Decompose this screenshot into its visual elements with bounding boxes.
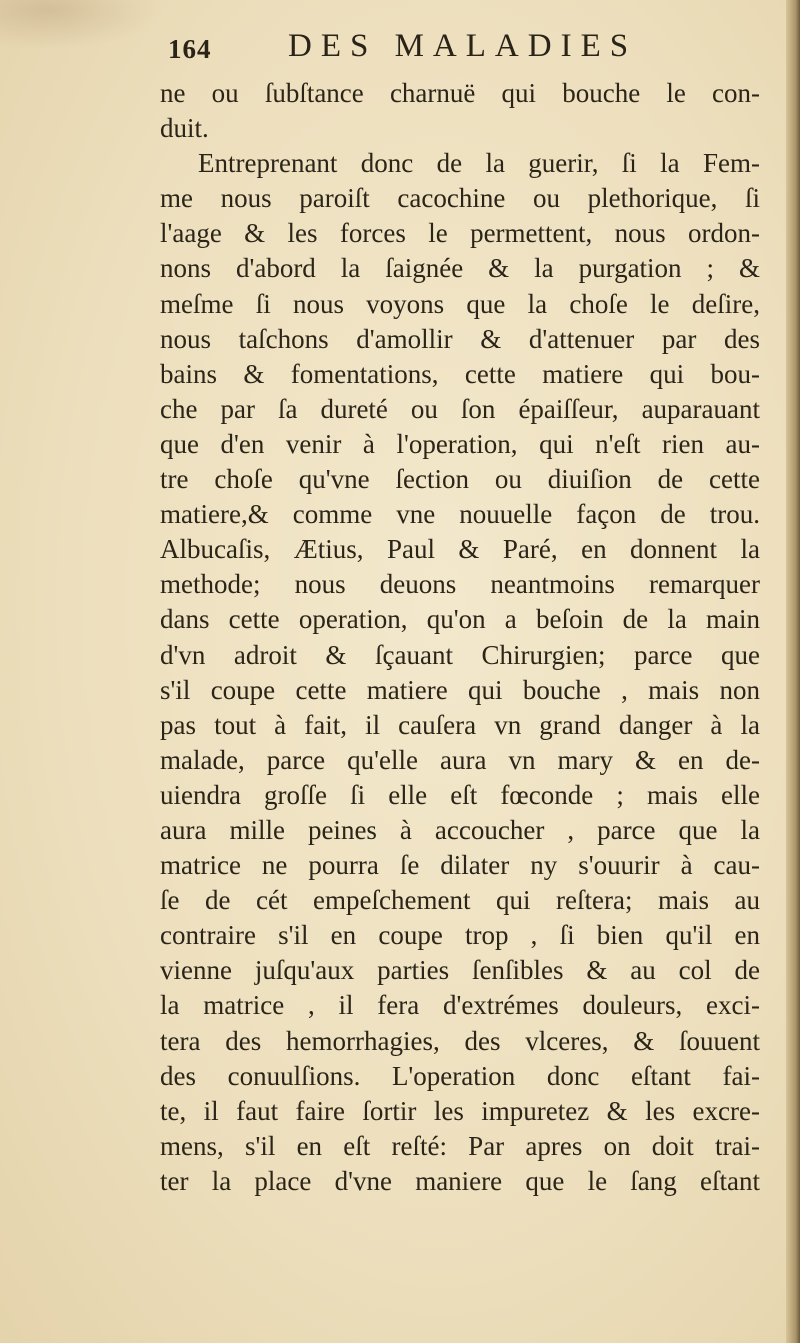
text-line: vienne juſqu'aux parties ſenſibles & au col de xyxy=(160,955,760,986)
text-line: mens, s'il en eſt reſté: Par apres on doit trai- xyxy=(160,1130,760,1161)
text-line: tera des hemorrhagies, des vlceres, & ſouuent xyxy=(160,1025,760,1056)
text-line: me nous paroiſt cacochine ou plethorique, ſi xyxy=(160,183,760,214)
running-head xyxy=(168,26,728,76)
text-line: Entreprenant donc de la guerir, ſi la Fem- xyxy=(198,148,760,179)
text-line: duit. xyxy=(160,113,209,144)
text-line: Albucaſis, Ætius, Paul & Paré, en donnent la xyxy=(160,534,760,565)
text-line: matiere,& comme vne nouuelle façon de trou. xyxy=(160,499,760,530)
page-stain xyxy=(0,0,160,50)
text-line: nous taſchons d'amollir & d'attenuer par des xyxy=(160,323,760,354)
text-line: s'il coupe cette matiere qui bouche , mais non xyxy=(160,674,760,705)
body-text xyxy=(160,76,760,1199)
text-line: ſe de cét empeſchement qui reſtera; mais au xyxy=(160,885,760,916)
text-line: des conuulſions. L'operation donc eſtant fai- xyxy=(160,1060,760,1091)
text-line: te, il faut faire ſortir les impuretez & les excre- xyxy=(160,1095,760,1126)
text-line: pas tout à fait, il cauſera vn grand danger à la xyxy=(160,709,760,740)
text-line: ne ou ſubſtance charnuë qui bouche le con- xyxy=(160,78,760,108)
text-line: che par ſa dureté ou ſon épaiſſeur, auparauant xyxy=(160,393,760,424)
text-line: methode; nous deuons neantmoins remarquer xyxy=(160,569,760,600)
text-line: contraire s'il en coupe trop , ſi bien qu'il en xyxy=(160,920,760,951)
text-line: l'aage & les forces le permettent, nous ordon- xyxy=(160,218,760,249)
text-line: la matrice , il fera d'extrémes douleurs, exci- xyxy=(160,990,760,1021)
text-line: nons d'abord la ſaignée & la purgation ; & xyxy=(160,253,760,284)
text-line: tre choſe qu'vne ſection ou diuiſion de cette xyxy=(160,464,760,495)
text-line: matrice ne pourra ſe dilater ny s'ouurir à cau- xyxy=(160,850,760,881)
text-line: malade, parce qu'elle aura vn mary & en de- xyxy=(160,744,760,775)
text-line: meſme ſi nous voyons que la choſe le deſire, xyxy=(160,288,760,319)
text-line: uiendra groſſe ſi elle eſt fœconde ; mais elle xyxy=(160,779,760,810)
running-title: DES MALADIES xyxy=(288,28,638,64)
text-line: aura mille peines à accoucher , parce que la xyxy=(160,814,760,845)
text-line: bains & fomentations, cette matiere qui bou- xyxy=(160,358,760,389)
text-line: dans cette operation, qu'on a beſoin de la main xyxy=(160,604,760,635)
text-line: d'vn adroit & ſçauant Chirurgien; parce que xyxy=(160,639,760,670)
page-edge xyxy=(786,0,800,1343)
page-number: 164 xyxy=(168,34,212,64)
text-line: que d'en venir à l'operation, qui n'eſt rien au- xyxy=(160,428,760,459)
text-line: ter la place d'vne maniere que le ſang eſtant xyxy=(160,1165,760,1196)
